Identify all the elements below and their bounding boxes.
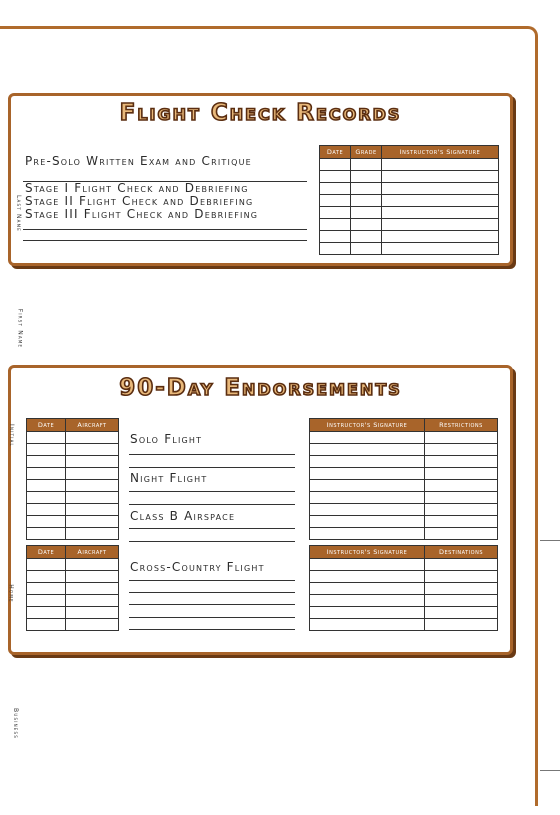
endorsements-title: 90-Day Endorsements <box>119 375 402 401</box>
table-row <box>27 432 119 444</box>
table-row <box>27 583 119 595</box>
stage-2-label: Stage II Flight Check and Debriefing <box>25 194 254 208</box>
tab-business[interactable]: Business <box>11 708 19 739</box>
pre-solo-label: Pre-Solo Written Exam and Critique <box>25 154 252 168</box>
table-row <box>27 516 119 528</box>
flight-check-panel <box>8 93 513 266</box>
tab-first-name[interactable]: First Name <box>16 308 24 349</box>
class-b-line-2 <box>129 541 295 542</box>
solo-line-2 <box>129 467 295 468</box>
xc-line-5 <box>129 629 295 630</box>
stage-line-1 <box>23 229 307 230</box>
table-row <box>310 619 498 631</box>
xc-line-3 <box>129 604 295 605</box>
table-row <box>27 607 119 619</box>
table-row <box>27 595 119 607</box>
tab-home[interactable]: Home <box>7 584 15 603</box>
solo-line-1 <box>129 454 295 455</box>
table-row <box>310 583 498 595</box>
table-row <box>320 171 499 183</box>
flight-check-table <box>319 145 499 255</box>
table-row <box>310 559 498 571</box>
header-instructor-signature: Instructor's Signature <box>310 546 425 559</box>
table-row <box>27 559 119 571</box>
table-row <box>27 444 119 456</box>
table-row <box>310 480 498 492</box>
side-divider <box>540 540 560 541</box>
xc-line-1 <box>129 580 295 581</box>
table-row <box>310 571 498 583</box>
night-line-1 <box>129 491 295 492</box>
endorsement-right-table-top <box>309 418 498 540</box>
header-restrictions: Restrictions <box>425 419 498 432</box>
table-row <box>27 619 119 631</box>
table-row <box>27 504 119 516</box>
table-row <box>310 595 498 607</box>
tab-initial[interactable]: Initial <box>7 424 15 447</box>
stage-1-label: Stage I Flight Check and Debriefing <box>25 181 249 195</box>
endorsement-left-table-top <box>26 418 119 540</box>
table-row <box>27 528 119 540</box>
solo-flight-label: Solo Flight <box>130 432 203 446</box>
header-date: Date <box>27 546 66 559</box>
table-row <box>320 243 499 255</box>
tab-last-name[interactable]: Last Name <box>14 195 22 232</box>
side-divider <box>540 770 560 771</box>
table-row <box>320 231 499 243</box>
table-row <box>310 528 498 540</box>
class-b-airspace-label: Class B Airspace <box>130 509 236 523</box>
cross-country-label: Cross-Country Flight <box>130 560 265 574</box>
table-row <box>27 480 119 492</box>
table-row <box>27 456 119 468</box>
header-instructor-signature: Instructor's Signature <box>382 146 499 159</box>
header-aircraft: Aircraft <box>66 419 119 432</box>
table-row <box>27 571 119 583</box>
header-date: Date <box>320 146 351 159</box>
table-row <box>310 504 498 516</box>
table-row <box>27 492 119 504</box>
xc-line-4 <box>129 617 295 618</box>
table-row <box>310 444 498 456</box>
table-row <box>320 195 499 207</box>
night-line-2 <box>129 504 295 505</box>
table-row <box>310 468 498 480</box>
header-date: Date <box>27 419 66 432</box>
endorsements-panel <box>8 365 513 655</box>
table-row <box>310 456 498 468</box>
endorsement-right-table-bottom <box>309 545 498 631</box>
header-grade: Grade <box>351 146 382 159</box>
header-instructor-signature: Instructor's Signature <box>310 419 425 432</box>
table-row <box>310 516 498 528</box>
class-b-line-1 <box>129 528 295 529</box>
flight-check-title: Flight Check Records <box>119 100 402 126</box>
table-row <box>310 432 498 444</box>
stage-line-2 <box>23 240 307 241</box>
table-row <box>320 159 499 171</box>
endorsement-left-table-bottom <box>26 545 119 631</box>
table-row <box>310 492 498 504</box>
table-row <box>320 219 499 231</box>
stage-3-label: Stage III Flight Check and Debriefing <box>25 207 259 221</box>
table-row <box>320 183 499 195</box>
table-row <box>27 468 119 480</box>
header-destinations: Destinations <box>425 546 498 559</box>
night-flight-label: Night Flight <box>130 471 208 485</box>
table-row <box>320 207 499 219</box>
header-aircraft: Aircraft <box>66 546 119 559</box>
xc-line-2 <box>129 592 295 593</box>
table-row <box>310 607 498 619</box>
